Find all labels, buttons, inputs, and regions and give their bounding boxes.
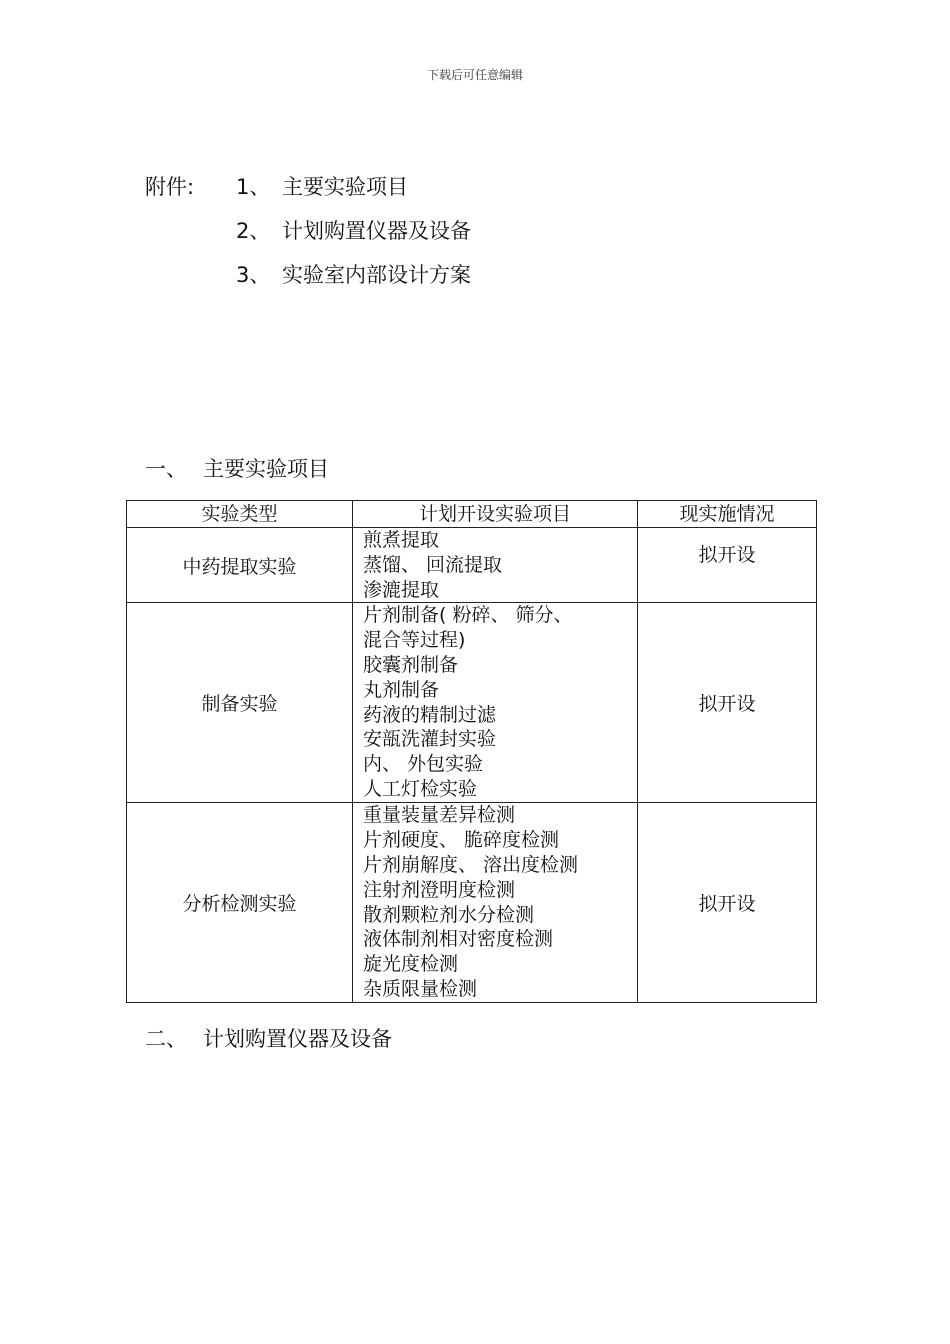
attachment-number: 3、 (236, 263, 271, 287)
experiment-item: 杂质限量检测 (363, 977, 478, 1000)
attachment-item (236, 260, 471, 290)
status-cell: 拟开设 (638, 528, 817, 603)
attachments-label: 附件: (145, 175, 195, 199)
attachment-text: 计划购置仪器及设备 (282, 219, 471, 243)
status-cell: 拟开设 (638, 603, 817, 803)
column-header: 实验类型 (127, 501, 353, 528)
attachment-number: 2、 (236, 219, 271, 243)
attachment-number: 1、 (236, 175, 271, 199)
experiment-type-cell: 分析检测实验 (127, 803, 353, 1003)
experiment-item: 药液的精制过滤 (363, 703, 497, 726)
attachment-text: 实验室内部设计方案 (282, 263, 471, 287)
experiment-item: 煎煮提取 (363, 529, 440, 551)
experiment-items-cell (353, 528, 638, 603)
attachment-item (236, 172, 408, 202)
section-title: 计划购置仪器及设备 (203, 1027, 392, 1051)
experiment-items-cell (353, 603, 638, 803)
attachment-text: 主要实验项目 (282, 175, 408, 199)
column-header: 现实施情况 (638, 501, 817, 528)
column-header: 计划开设实验项目 (353, 501, 638, 528)
section-heading-2 (145, 1024, 392, 1054)
experiment-type-cell: 制备实验 (127, 603, 353, 803)
status-cell: 拟开设 (638, 803, 817, 1003)
experiment-item: 渗漉提取 (363, 578, 440, 601)
section-heading-1 (145, 454, 329, 484)
experiment-item: 片剂硬度、 脆碎度检测 (363, 829, 560, 852)
experiment-item: 丸剂制备 (363, 678, 440, 701)
page-header-note: 下载后可任意编辑 (426, 68, 523, 82)
experiment-item: 注射剂澄明度检测 (363, 878, 516, 901)
experiment-item: 片剂制备( 粉碎、 筛分、 (363, 604, 573, 627)
experiment-item: 蒸馏、 回流提取 (363, 553, 503, 576)
experiment-item: 安瓿洗灌封实验 (363, 728, 497, 751)
experiment-item: 内、 外包实验 (363, 753, 484, 776)
section-number: 一、 (145, 457, 187, 481)
experiment-item: 片剂崩解度、 溶出度检测 (363, 853, 579, 876)
table-row (127, 803, 817, 1003)
section-title: 主要实验项目 (203, 457, 329, 481)
experiment-items-cell (353, 803, 638, 1003)
section-number: 二、 (145, 1027, 187, 1051)
attachment-item (236, 216, 471, 246)
experiment-table (126, 500, 817, 1003)
experiment-item: 液体制剂相对密度检测 (363, 928, 554, 951)
table-header-row (127, 501, 817, 528)
experiment-item: 散剂颗粒剂水分检测 (363, 903, 535, 926)
experiment-item: 重量装量差异检测 (363, 804, 516, 827)
experiment-item: 胶囊剂制备 (363, 653, 459, 676)
table-row (127, 528, 817, 603)
table-row (127, 603, 817, 803)
experiment-item: 旋光度检测 (363, 953, 459, 976)
experiment-item: 混合等过程) (363, 629, 466, 652)
experiment-item: 人工灯检实验 (363, 777, 478, 800)
experiment-type-cell: 中药提取实验 (127, 528, 353, 603)
